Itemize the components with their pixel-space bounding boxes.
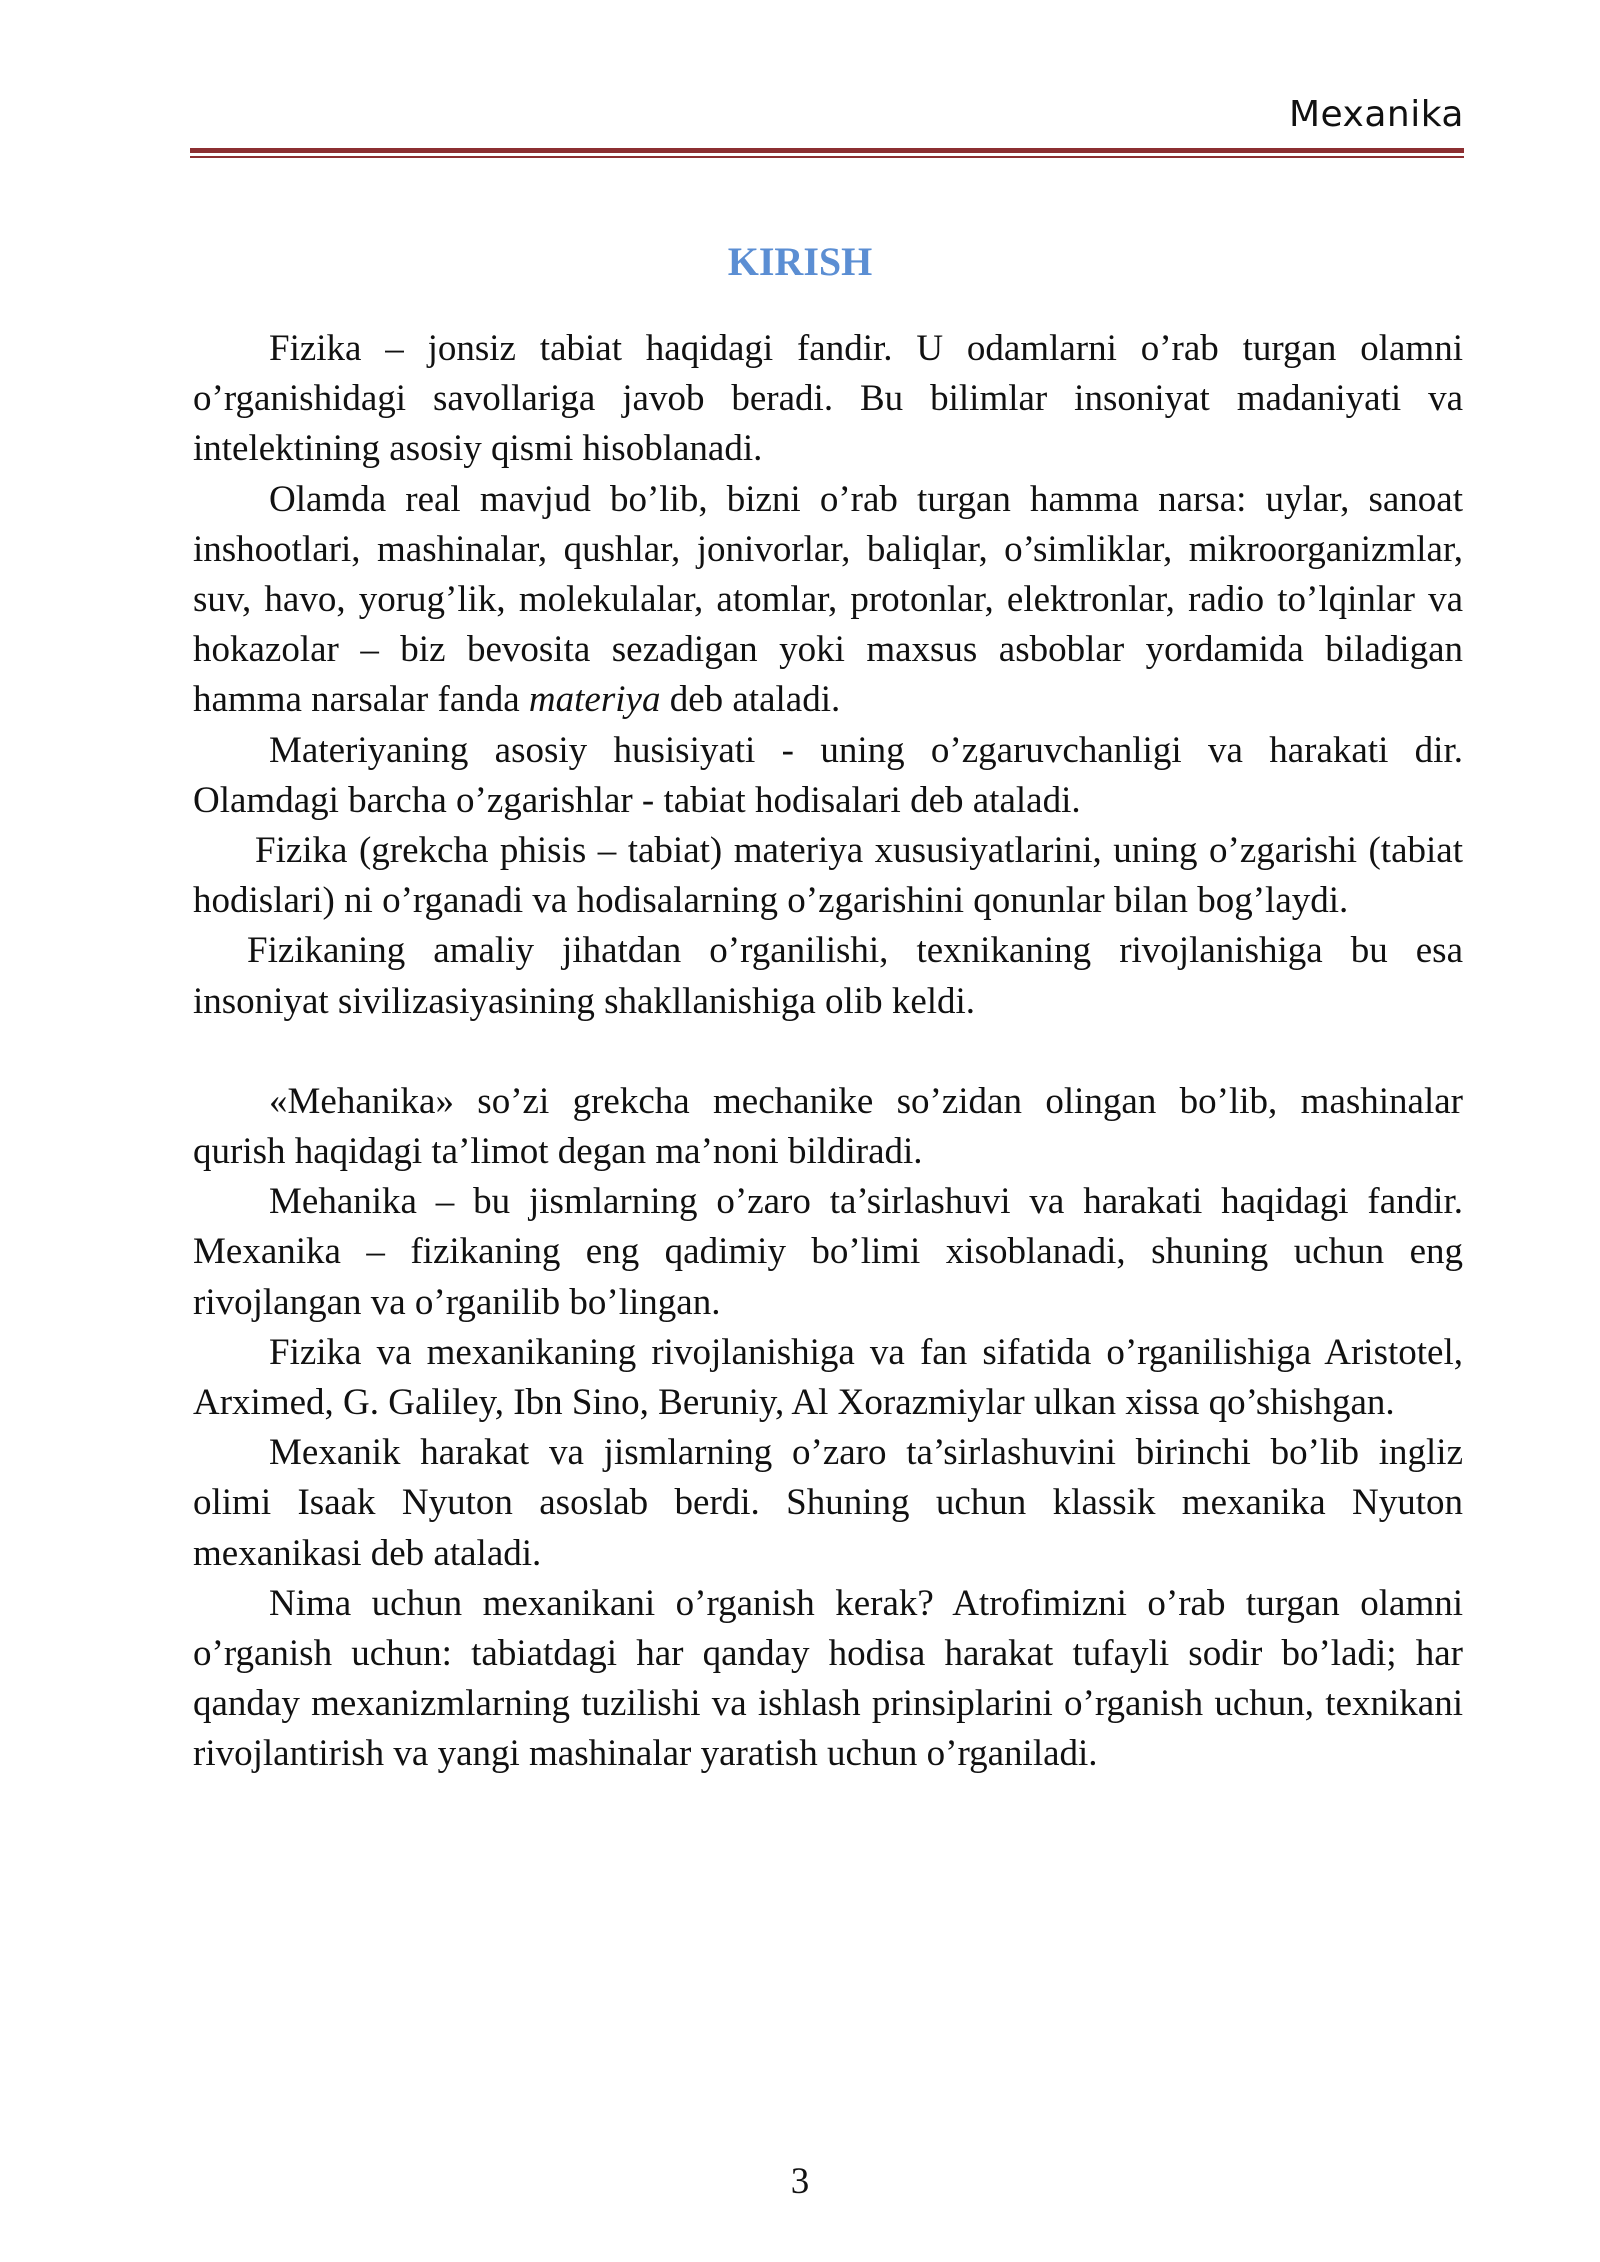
- header-rule: [190, 148, 1464, 158]
- term-materiya: materiya: [528, 679, 661, 721]
- paragraph-contributors: Fizika va mexanikaning rivojlanishiga va fan sifatida o’rganilishiga Aristotel, Arximed, G. Galiley, Ibn Sino, Beruniy, Al Xorazmiylar ulkan xissa qo’shishgan.: [193, 1331, 1463, 1424]
- paragraph-matter: [193, 475, 1463, 726]
- paragraph-physics-definition: Fizika – jonsiz tabiat haqidagi fandir. U odamlarni o’rab turgan olamni o’rganishidagi savollariga javob beradi. Bu bilimlar insoniyat madaniyati va intelektining asosiy qismi hisoblanadi.: [193, 328, 1463, 470]
- paragraph-matter-text: Olamda real mavjud bo’lib, bizni o’rab turgan hamma narsa: uylar, sanoat inshootlari, mashinalar, qushlar, jonivorlar, baliqlar, o’simliklar, mikroorganizmlar, suv, havo, yorug’lik, molekulalar, atomlar, protonlar, elektronlar, radio to’lqinlar va hokazolar – biz bevosita sezadigan yoki maxsus asboblar yordamida biladigan hamma narsalar fanda: [193, 478, 1463, 721]
- page-number: 3: [790, 2161, 810, 2202]
- paragraph-why-mechanics: Nima uchun mexanikani o’rganish kerak? Atrofimizni o’rab turgan olamni o’rganish uchun: tabiatdagi har qanday hodisa harakat tufayli sodir bo’ladi; har qanday mexanizmlarning tuzilishi va ishlash prinsiplarini o’rganish uchun, texnikani rivojlantirish va yangi mashinalar yaratish uchun o’rganiladi.: [193, 1582, 1463, 1775]
- running-header: Mexanika: [1288, 94, 1464, 135]
- paragraph-newton: Mexanik harakat va jismlarning o’zaro ta’sirlashuvini birinchi bo’lib ingliz olimi Isaak Nyuton asoslab berdi. Shuning uchun klassik mexanika Nyuton mexanikasi deb ataladi.: [193, 1432, 1463, 1574]
- paragraph-mechanics-definition: Mehanika – bu jismlarning o’zaro ta’sirlashuvi va harakati haqidagi fandir. Mexanika – fizikaning eng qadimiy bo’limi xisoblanadi, shuning uchun eng rivojlangan va o’rganilib bo’lingan.: [193, 1181, 1463, 1323]
- body-text: [193, 324, 1463, 1780]
- paragraph-applied-physics: Fizikaning amaliy jihatdan o’rganilishi, texnikaning rivojlanishiga bu esa insoniyat sivilizasiyasining shakllanishiga olib keldi.: [193, 930, 1463, 1022]
- paragraph-mechanics-etymology: «Mehanika» so’zi grekcha mechanike so’zidan olingan bo’lib, mashinalar qurish haqidagi ta’limot degan ma’noni bildiradi.: [193, 1080, 1463, 1173]
- header-rule-thin-line: [190, 156, 1464, 158]
- header-rule-thick-line: [190, 148, 1464, 153]
- paragraph-physics-etymology: Fizika (grekcha phisis – tabiat) materiya xususiyatlarini, uning o’zgarishi (tabiat hodislari) ni o’rganadi va hodisalarning o’zgarishini qonunlar bilan bog’laydi.: [193, 830, 1463, 922]
- section-title: KIRISH: [727, 239, 873, 284]
- paragraph-matter-end: deb ataladi.: [660, 679, 841, 721]
- paragraph-matter-property: Materiyaning asosiy husisiyati - uning o’zgaruvchanligi va harakati dir. Olamdagi barcha o’zgarishlar - tabiat hodisalari deb ataladi.: [193, 729, 1463, 821]
- paragraph-gap: [193, 1027, 1463, 1077]
